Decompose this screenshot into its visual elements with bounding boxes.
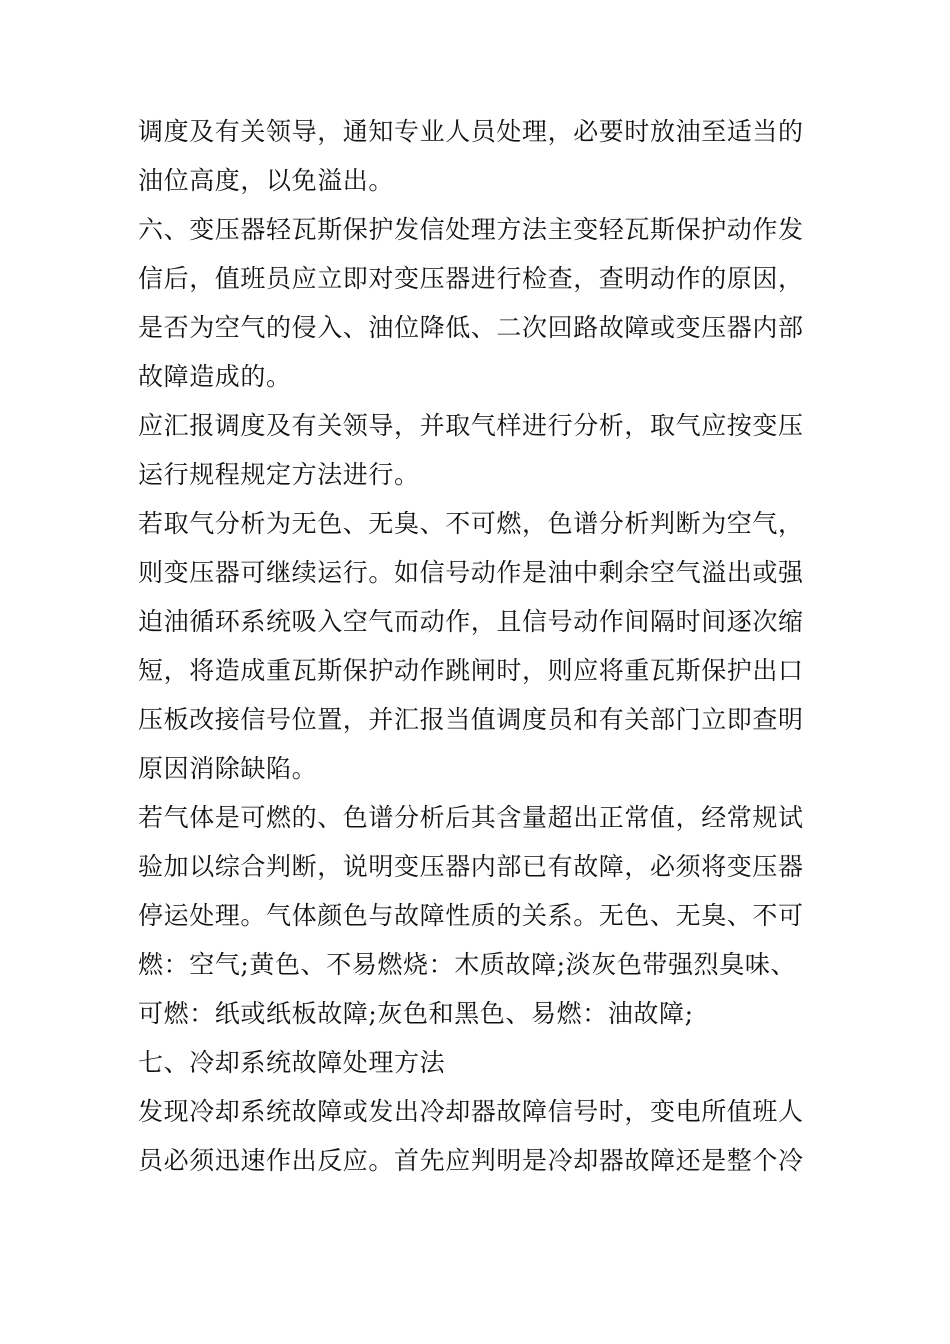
- text-line: 油位高度，以免溢出。: [138, 166, 395, 195]
- text-line: 原因消除缺陷。: [138, 754, 318, 783]
- text-line: 迫油循环系统吸入空气而动作，且信号动作间隔时间逐次缩: [138, 607, 804, 636]
- text-line: 应汇报调度及有关领导，并取气样进行分析，取气应按变压: [138, 411, 804, 440]
- text-line: 停运处理。气体颜色与故障性质的关系。无色、无臭、不可: [138, 901, 804, 930]
- section-heading-6: 六、变压器轻瓦斯保护发信处理方法主变轻瓦斯保护动作发: [138, 215, 804, 244]
- text-line: 运行规程规定方法进行。: [138, 460, 420, 489]
- text-line: 若气体是可燃的、色谱分析后其含量超出正常值，经常规试: [138, 803, 804, 832]
- text-line: 若取气分析为无色、无臭、不可燃，色谱分析判断为空气，: [138, 509, 804, 538]
- text-line: 则变压器可继续运行。如信号动作是油中剩余空气溢出或强: [138, 558, 804, 587]
- text-line: 可燃：纸或纸板故障;灰色和黑色、易燃：油故障;: [138, 999, 694, 1028]
- text-line: 验加以综合判断，说明变压器内部已有故障，必须将变压器: [138, 852, 804, 881]
- text-line: 故障造成的。: [138, 362, 292, 391]
- section-heading-7: 七、冷却系统故障处理方法: [138, 1048, 446, 1077]
- text-line: 员必须迅速作出反应。首先应判明是冷却器故障还是整个冷: [138, 1146, 804, 1175]
- text-line: 压板改接信号位置，并汇报当值调度员和有关部门立即查明: [138, 705, 804, 734]
- text-line: 短，将造成重瓦斯保护动作跳闸时，则应将重瓦斯保护出口: [138, 656, 804, 685]
- document-body: [138, 107, 810, 1185]
- text-line: 燃：空气;黄色、不易燃烧：木质故障;淡灰色带强烈臭味、: [138, 950, 797, 979]
- text-line: 发现冷却系统故障或发出冷却器故障信号时，变电所值班人: [138, 1097, 804, 1126]
- text-line: 信后，值班员应立即对变压器进行检查，查明动作的原因，: [138, 264, 804, 293]
- text-line: 是否为空气的侵入、油位降低、二次回路故障或变压器内部: [138, 313, 804, 342]
- text-line: 调度及有关领导，通知专业人员处理，必要时放油至适当的: [138, 117, 804, 146]
